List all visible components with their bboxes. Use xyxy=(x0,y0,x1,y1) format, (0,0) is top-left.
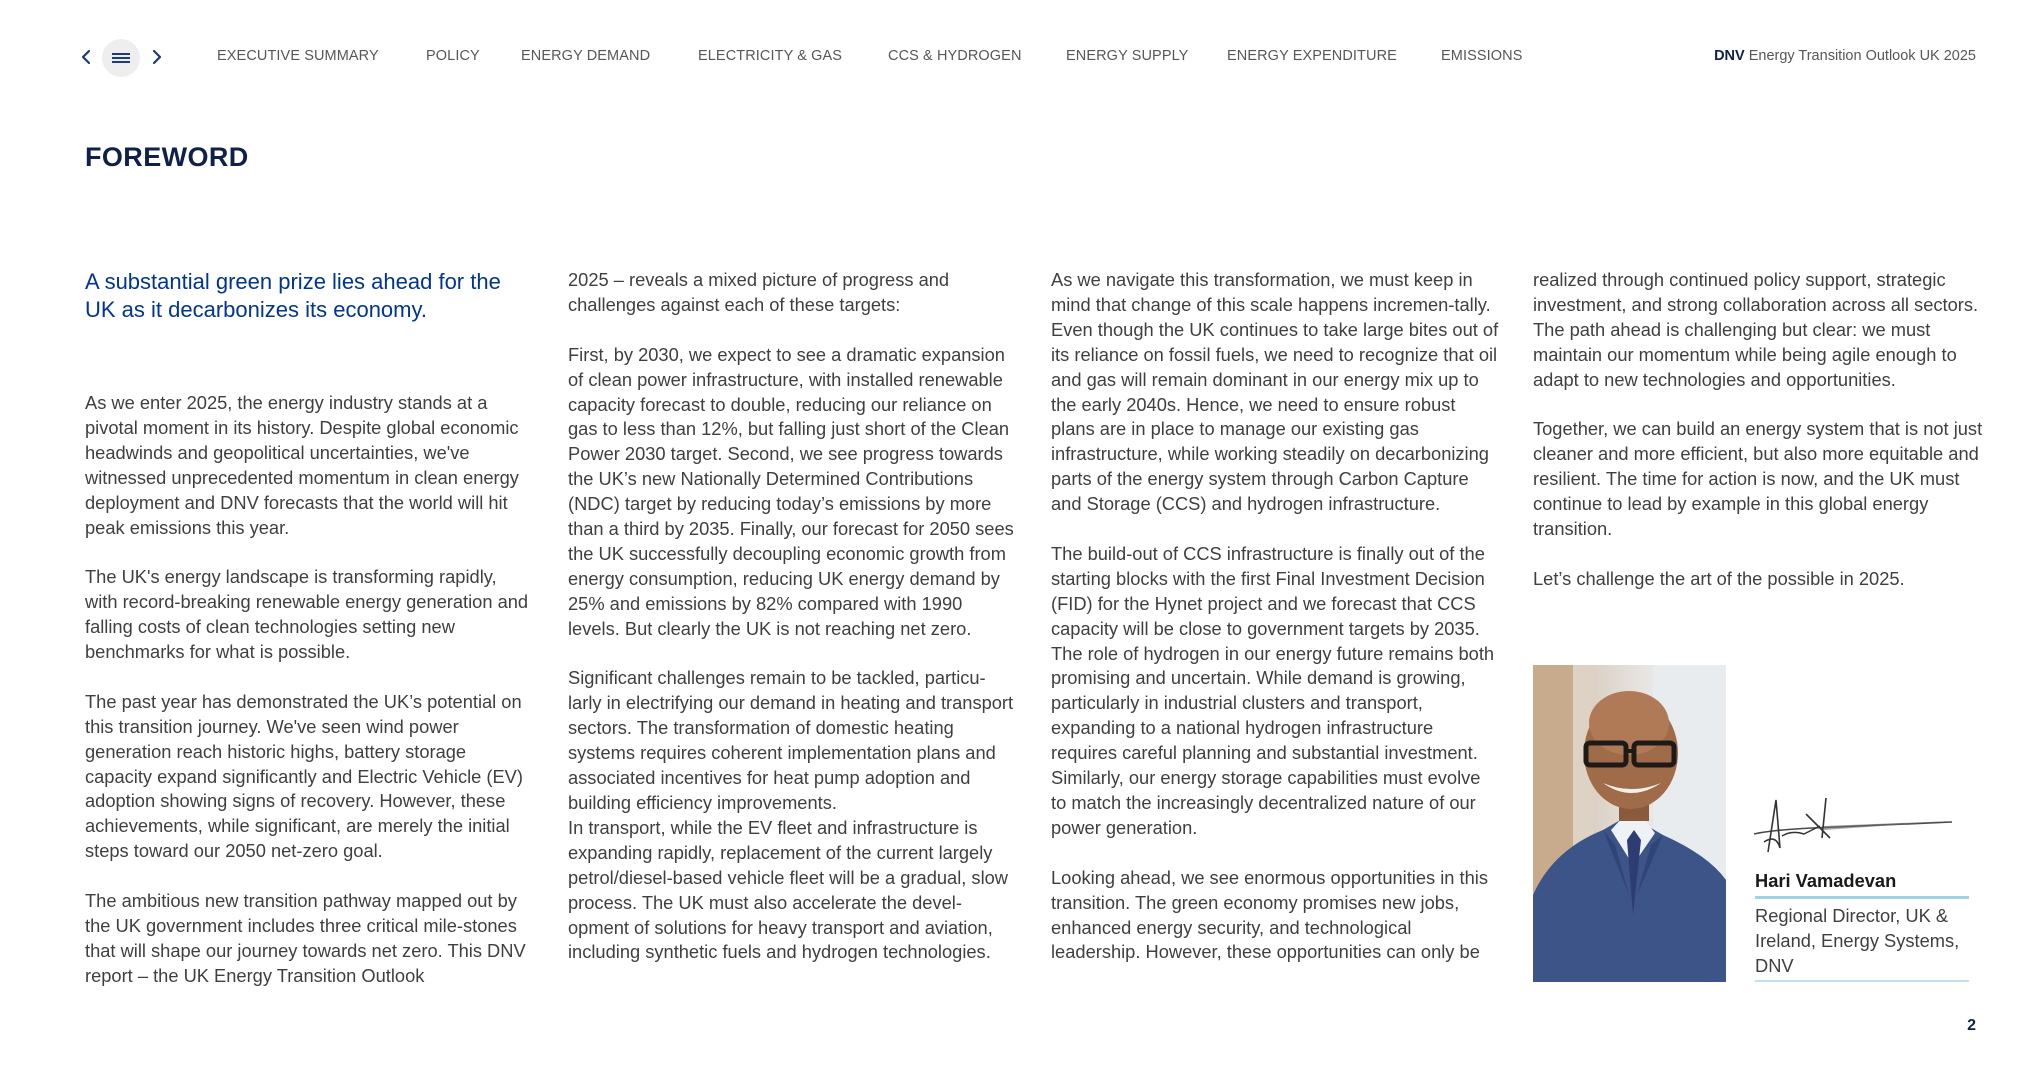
dnv-logo: DNV xyxy=(1714,48,1745,64)
paragraph: As we enter 2025, the energy industry stands at a pivotal moment in its history. Despite global economic headwinds and geopolitical uncertainties, we've witnessed unprecedented momentum in clean energy deployment and DNV forecasts that the world will hit peak emissions this year. xyxy=(85,392,519,538)
tab-policy[interactable]: POLICY xyxy=(426,48,480,64)
tab-energy-supply[interactable]: ENERGY SUPPLY xyxy=(1066,48,1189,64)
paragraph: As we navigate this transformation, we must keep in mind that change of this scale happens incremen-tally. Even though the UK continues to take large bites out of its reliance on fossil fuels, we need to recognize that oil and gas will remain dominant in our energy mix up to the early 2040s. Hence, we need to ensure robust plans are in place to manage our existing gas infrastructure, while working steadily on decarbonizing parts of the energy system through Carbon Capture and Storage (CCS) and hydrogen infrastructure. xyxy=(1051,269,1499,515)
paragraph: The UK's energy landscape is transforming rapidly, with record-breaking renewable energy generation and falling costs of clean technologies setting new benchmarks for what is possible. xyxy=(85,566,529,663)
top-navigation xyxy=(0,0,2040,116)
tab-ccs-hydrogen[interactable]: CCS & HYDROGEN xyxy=(888,48,1022,64)
lead-statement: A substantial green prize lies ahead for the UK as it decarbonizes its economy. xyxy=(85,269,501,322)
tab-emissions[interactable]: EMISSIONS xyxy=(1441,48,1523,64)
page-number: 2 xyxy=(1967,1017,1976,1034)
page-title: FOREWORD xyxy=(85,142,249,172)
paragraph: Together, we can build an energy system that is not just cleaner and more efficient, but also more equitable and resilient. The time for action is now, and the UK must continue to lead by example in this global energy transition. xyxy=(1533,418,1983,540)
text-column-2 xyxy=(568,268,1016,965)
tab-energy-expenditure[interactable]: ENERGY EXPENDITURE xyxy=(1227,48,1397,64)
paragraph: The past year has demonstrated the UK’s potential on this transition journey. We've seen wind power generation reach historic highs, battery storage capacity expand significantly and Electric Vehicle (EV) adoption showing signs of recovery. However, these achievements, while significant, are merely the initial steps toward our 2050 net-zero goal. xyxy=(85,690,523,862)
paragraph: Significant challenges remain to be tackled, particu-larly in electrifying our demand in heating and transport sectors. The transformation of domestic heating systems requires coherent implementation plans and associated incentives for heat pump adoption and building efficiency improvements. xyxy=(568,667,1014,813)
signature-icon xyxy=(1752,790,1982,870)
text-column-3 xyxy=(1051,268,1499,965)
tab-energy-demand[interactable]: ENERGY DEMAND xyxy=(521,48,651,64)
tab-electricity-gas[interactable]: ELECTRICITY & GAS xyxy=(698,48,843,64)
paragraph: The build-out of CCS infrastructure is finally out of the starting blocks with the first Final Investment Decision (FID) for the Hynet project and we forecast that CCS capacity will be close to government targets by 2035. The role of hydrogen in our energy future remains both promising and uncertain. While demand is growing, particularly in industrial clusters and transport, expanding to a national hydrogen infrastructure requires careful planning and substantial investment. Similarly, our energy storage capabilities must evolve to match the increasingly decentralized nature of our power generation. xyxy=(1051,542,1495,838)
chevron-right-icon xyxy=(145,44,167,70)
hamburger-menu-icon xyxy=(112,51,130,65)
report-brand xyxy=(1714,48,1976,64)
paragraph: First, by 2030, we expect to see a dramatic expansion of clean power infrastructure, with installed renewable capacity forecast to double, reducing our reliance on gas to less than 12%, but falling just short of the Clean Power 2030 target. Second, we see progress towards the UK’s new Nationally Determined Contributions (NDC) target by reducing today’s emissions by more than a third by 2035. Finally, our forecast for 2050 sees the UK successfully decoupling economic growth from energy consumption, reducing UK energy demand by 25% and emissions by 82% compared with 1990 levels. But clearly the UK is not reaching net zero. xyxy=(568,343,1014,639)
next-page-button[interactable] xyxy=(145,44,167,70)
paragraph: In transport, while the EV fleet and infrastructure is expanding rapidly, replacement of the current largely petrol/diesel-based vehicle fleet will be a gradual, slow process. The UK must also accelerate the devel-opment of solutions for heavy transport and aviation, including synthetic fuels and hydrogen technologies. xyxy=(568,816,1009,963)
paragraph: 2025 – reveals a mixed picture of progress and challenges against each of these targets: xyxy=(568,269,950,315)
previous-page-button[interactable] xyxy=(76,44,98,70)
text-column-1 xyxy=(85,268,533,989)
paragraph: Looking ahead, we see enormous opportunities in this transition. The green economy promises new jobs, enhanced energy security, and technological leadership. However, these opportunities can only be xyxy=(1051,866,1489,963)
divider xyxy=(1755,980,1969,982)
author-role: Regional Director, UK & Ireland, Energy Systems, DNV xyxy=(1755,905,1960,976)
author-portrait xyxy=(1533,665,1726,982)
chevron-left-icon xyxy=(76,44,98,70)
person-photo-icon xyxy=(1533,665,1726,982)
divider xyxy=(1755,896,1969,899)
closing-line: Let’s challenge the art of the possible in 2025. xyxy=(1533,567,1905,589)
menu-button[interactable] xyxy=(102,39,140,77)
author-name: Hari Vamadevan xyxy=(1755,870,1897,891)
report-title: Energy Transition Outlook UK 2025 xyxy=(1748,48,1976,64)
tab-executive-summary[interactable]: EXECUTIVE SUMMARY xyxy=(217,48,379,64)
paragraph: The ambitious new transition pathway mapped out by the UK government includes three critical mile-stones that will shape our journey towards net zero. This DNV report – the UK Energy Transition Outlook xyxy=(85,890,526,986)
text-column-4 xyxy=(1533,268,1993,592)
paragraph: realized through continued policy support, strategic investment, and strong collaboration across all sectors. The path ahead is challenging but clear: we must maintain our momentum while being agile enough to adapt to new technologies and opportunities. xyxy=(1533,269,1979,390)
author-signature xyxy=(1752,790,1982,870)
